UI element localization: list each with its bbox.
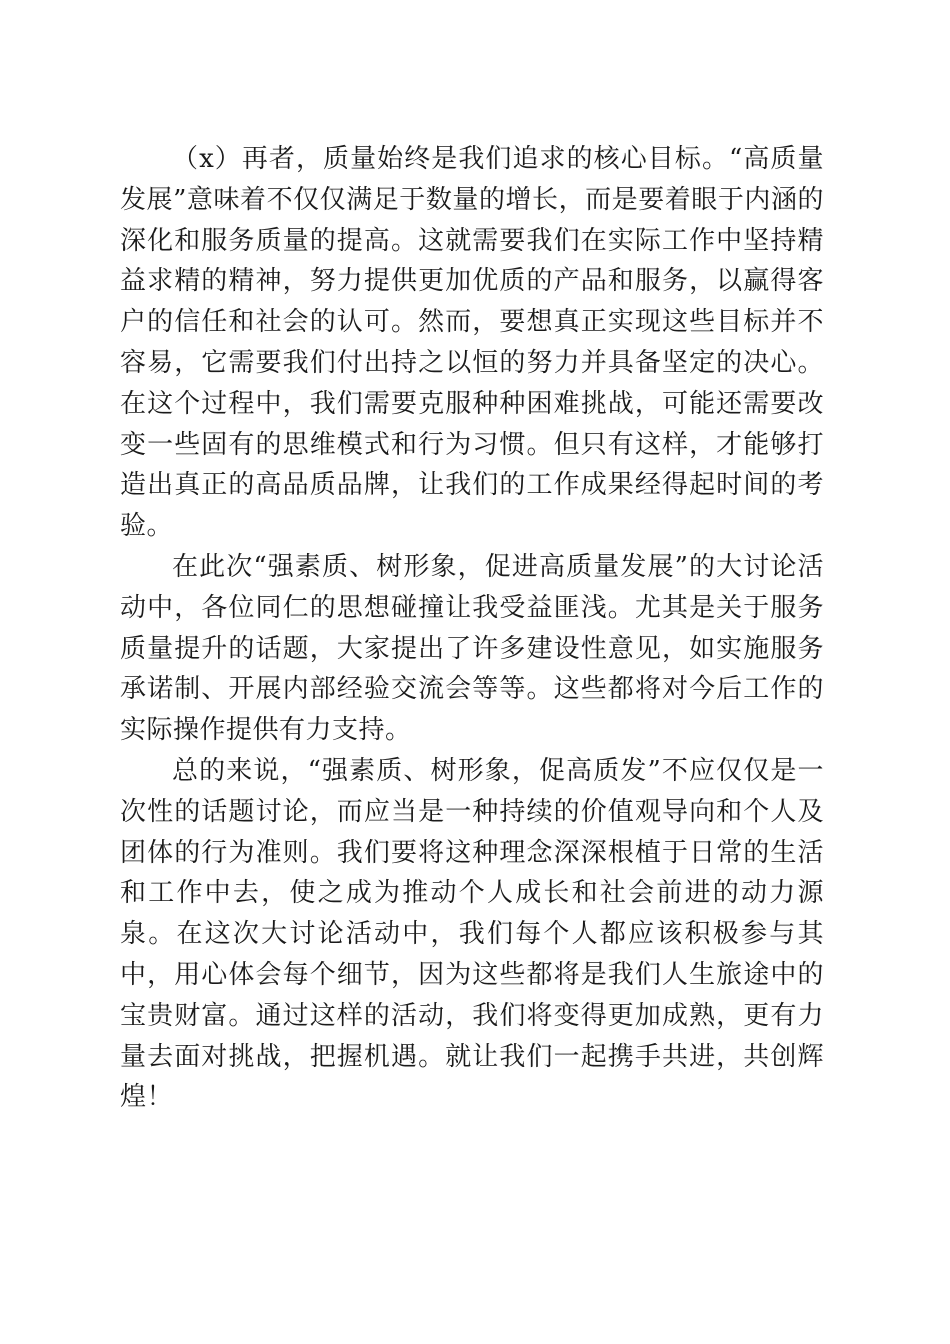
paragraph-conclusion: 总的来说，“强素质、树形象，促高质发”不应仅仅是一次性的话题讨论，而应当是一种持续的价值观导向和个人及团体的行为准则。我们要将这种理念深深根植于日常的生活和工作中去，使之成为推动个人成长和社会前进的动力源泉。在这次大讨论活动中，我们每个人都应该积极参与其中，用心体会每个细节，因为这些都将是我们人生旅途中的宝贵财富。通过这样的活动，我们将变得更加成熟，更有力量去面对挑战，把握机遇。就让我们一起携手共进，共创辉煌！: [120, 755, 824, 1113]
paragraph-discussion: 在此次“强素质、树形象，促进高质量发展”的大讨论活动中，各位同仁的思想碰撞让我受益匪浅。尤其是关于服务质量提升的话题，大家提出了许多建设性意见，如实施服务承诺制、开展内部经验交流会等等。这些都将对今后工作的实际操作提供有力支持。: [120, 551, 824, 746]
paragraph-quality: （x）再者，质量始终是我们追求的核心目标。“高质量发展”意味着不仅仅满足于数量的增长，而是要着眼于内涵的深化和服务质量的提高。这就需要我们在实际工作中坚持精益求精的精神，努力提供更加优质的产品和服务，以赢得客户的信任和社会的认可。然而，要想真正实现这些目标并不容易，它需要我们付出持之以恒的努力并具备坚定的决心。在这个过程中，我们需要克服种种困难挑战，可能还需要改变一些固有的思维模式和行为习惯。但只有这样，才能够打造出真正的高品质品牌，让我们的工作成果经得起时间的考验。: [120, 144, 824, 542]
document-body: [120, 139, 824, 1118]
